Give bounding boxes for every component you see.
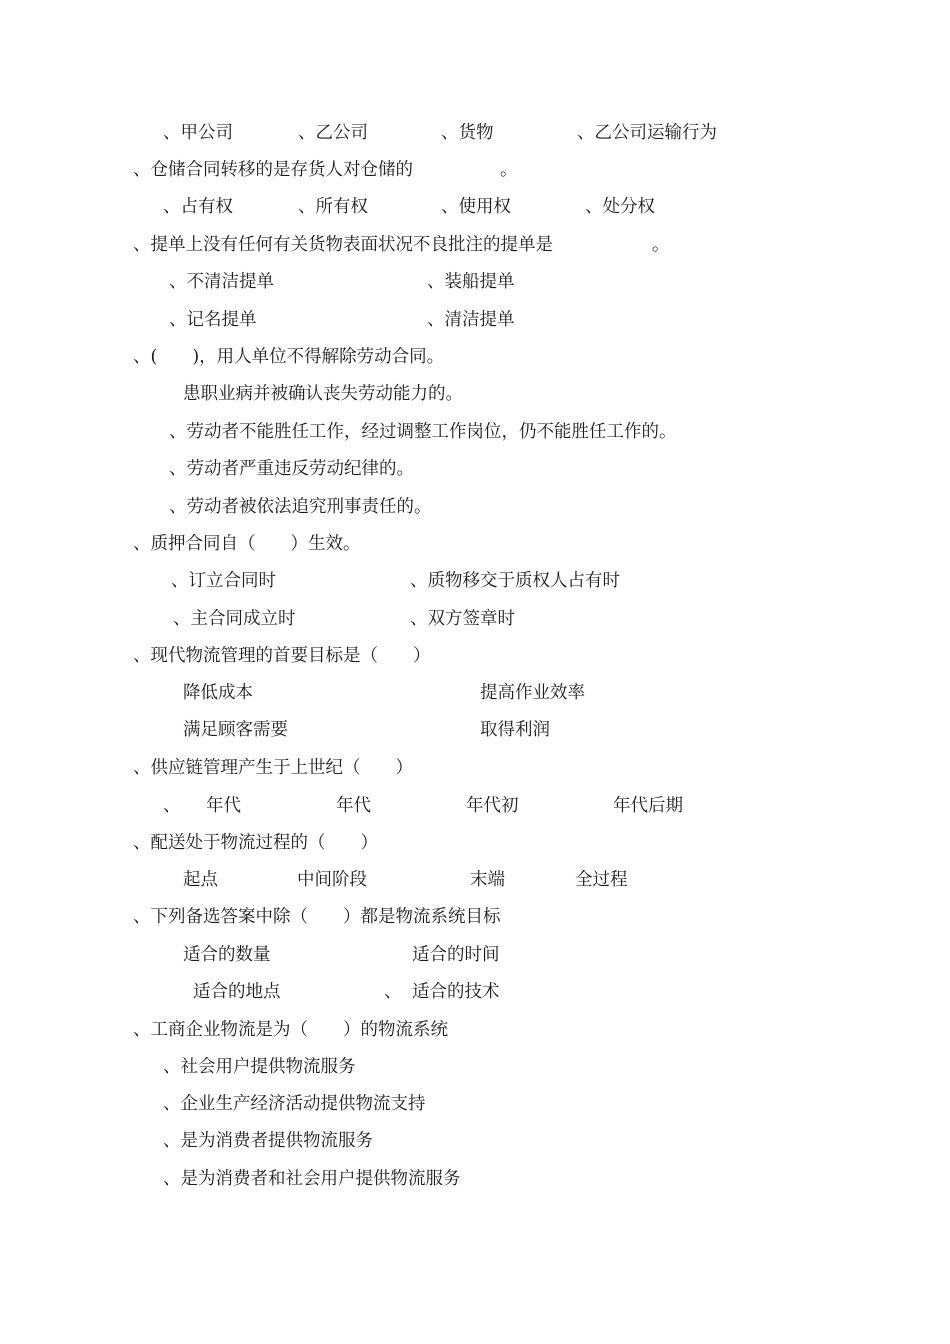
option-b: 中间阶段 (297, 870, 367, 890)
option-a: 、甲公司 (163, 123, 233, 143)
option-c: 满足顾客需要 (183, 720, 288, 740)
question-text: 、质押合同自（ ）生效。 (133, 534, 361, 554)
option-b: 、劳动者不能胜任工作，经过调整工作岗位，仍不能胜任工作的。 (169, 422, 677, 442)
option-b: 提高作业效率 (480, 683, 585, 703)
option-d: 全过程 (575, 870, 628, 890)
question-text: 、工商企业物流是为（ ）的物流系统 (133, 1020, 448, 1040)
option-d: 、清洁提单 (427, 310, 515, 330)
option-b: 、企业生产经济活动提供物流支持 (163, 1094, 426, 1114)
option-b: 、所有权 (298, 197, 368, 217)
option-c: 末端 (470, 870, 505, 890)
option-d: 取得利润 (480, 720, 550, 740)
option-c: 、劳动者严重违反劳动纪律的。 (169, 459, 414, 479)
question-text: 、配送处于物流过程的（ ） (133, 833, 378, 853)
option-a: 适合的数量 (183, 945, 271, 965)
option-d: 年代后期 (613, 796, 683, 816)
option-d: 、劳动者被依法追究刑事责任的。 (169, 497, 432, 517)
option-a-text: 年代 (206, 796, 241, 816)
option-d-mark: 、 (384, 982, 402, 1002)
option-a: 起点 (183, 870, 218, 890)
option-a: 、占有权 (163, 197, 233, 217)
option-c: 、主合同成立时 (173, 609, 296, 629)
option-b: 年代 (336, 796, 371, 816)
question-text: 、提单上没有任何有关货物表面状况不良批注的提单是 (133, 235, 553, 255)
option-c: 、是为消费者提供物流服务 (163, 1131, 373, 1151)
option-d: 、处分权 (585, 197, 655, 217)
option-d: 、是为消费者和社会用户提供物流服务 (163, 1169, 461, 1189)
option-a: 、不清洁提单 (169, 272, 274, 292)
option-c: 、货物 (441, 123, 494, 143)
option-a: 、社会用户提供物流服务 (163, 1057, 356, 1077)
option-d: 、双方签章时 (410, 609, 515, 629)
option-c: 、使用权 (441, 197, 511, 217)
option-c: 适合的地点 (193, 982, 281, 1002)
option-a: 、 (163, 796, 181, 816)
option-b: 、装船提单 (427, 272, 515, 292)
question-text: 、供应链管理产生于上世纪（ ） (133, 758, 413, 778)
option-a: 患职业病并被确认丧失劳动能力的。 (183, 384, 463, 404)
option-b: 适合的时间 (412, 945, 500, 965)
option-b: 、乙公司 (298, 123, 368, 143)
question-text: 、下列备选答案中除（ ）都是物流系统目标 (133, 907, 501, 927)
option-c: 年代初 (466, 796, 519, 816)
question-text: 、仓储合同转移的是存货人对仓储的 (133, 160, 413, 180)
option-b: 、质物移交于质权人占有时 (410, 571, 620, 591)
question-text: 、现代物流管理的首要目标是（ ） (133, 646, 431, 666)
question-end: 。 (500, 160, 518, 180)
option-a: 、订立合同时 (171, 571, 276, 591)
question-end: 。 (652, 235, 670, 255)
option-c: 、记名提单 (169, 310, 257, 330)
question-text: 、( )，用人单位不得解除劳动合同。 (133, 347, 445, 367)
option-d: 、乙公司运输行为 (577, 123, 717, 143)
option-a: 降低成本 (183, 683, 253, 703)
option-d: 适合的技术 (412, 982, 500, 1002)
